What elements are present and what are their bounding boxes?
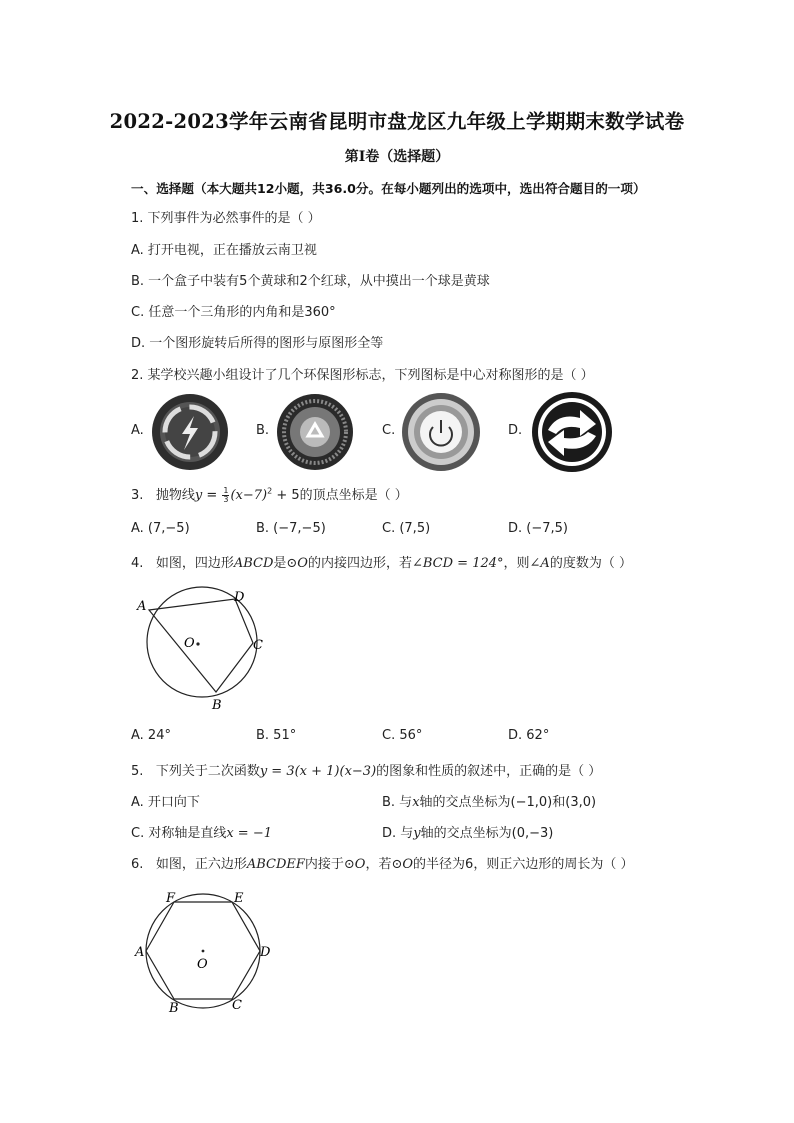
q6-label-c: C <box>232 998 242 1013</box>
q4-stem-pre: 如图，四边形 <box>155 556 234 571</box>
q4-stem-mid2: 的内接四边形，若 <box>307 556 412 571</box>
q1-option-c: C. 任意一个三角形的内角和是360° <box>131 305 336 320</box>
q2-option-b-label: B. <box>256 423 270 438</box>
q4-stem-mid3: ，则 <box>503 556 530 571</box>
q4-center-dot <box>196 642 199 645</box>
q5-option-b-pre: B. 与 <box>382 795 413 810</box>
q5-option-d-pre: D. 与 <box>382 826 414 841</box>
q3-number: 3. <box>131 488 144 503</box>
q2-option-a-label: A. <box>131 423 144 438</box>
q4-label-o: O <box>184 636 195 651</box>
q5-option-b-post: 轴的交点坐标为(−1,0)和(3,0) <box>419 795 597 810</box>
q3-fraction-numerator: 1 <box>223 486 229 495</box>
q5-option-d-var: y <box>413 826 421 841</box>
q2-option-c-label: C. <box>382 423 396 438</box>
q4-option-b: B. 51° <box>256 728 297 743</box>
q5-stem <box>131 760 601 779</box>
q2-stem: 2. 某学校兴趣小组设计了几个环保图形标志，下列图标是中心对称图形的是（ ） <box>131 368 594 383</box>
page-title: 2022-2023学年云南省昆明市盘龙区九年级上学期期末数学试卷 <box>109 110 685 133</box>
q1-option-a: A. 打开电视，正在播放云南卫视 <box>131 243 317 258</box>
lightning-recycle-icon <box>150 392 230 472</box>
q3-eq-exponent: 2 <box>267 486 273 496</box>
q5-stem-post: 的图象和性质的叙述中，正确的是（ ） <box>376 764 602 779</box>
q6-label-a: A <box>135 945 145 960</box>
q5-option-d <box>382 822 553 841</box>
power-button-icon <box>400 391 482 473</box>
q4-stem-post: 的度数为（ ） <box>549 556 632 571</box>
q5-option-a: A. 开口向下 <box>131 795 200 810</box>
q4-number: 4. <box>131 556 144 571</box>
q6-hexagon-figure <box>134 888 284 1018</box>
q3-fraction-denominator: 3 <box>223 495 229 504</box>
q3-eq-rest: (x−7) <box>230 488 268 503</box>
q6-hexagon: ABCDEF <box>246 857 305 872</box>
q3-option-d: D. (−7,5) <box>508 521 568 536</box>
q3-stem <box>131 484 408 504</box>
q4-circle-figure <box>130 586 280 716</box>
q6-center-dot <box>202 950 205 953</box>
q5-number: 5. <box>131 764 144 779</box>
arrows-exchange-icon <box>530 390 614 474</box>
q6-number: 6. <box>131 857 144 872</box>
section-subtitle: 第Ⅰ卷（选择题） <box>344 149 450 165</box>
q5-option-b-var: x <box>412 795 420 810</box>
section-instructions: 一、选择题（本大题共12小题，共36.0分。在每小题列出的选项中，选出符合题目的一项） <box>131 181 646 196</box>
q4-circle-o: ⊙O <box>286 556 308 571</box>
q6-label-b: B <box>169 1001 179 1016</box>
q4-label-a: A <box>137 599 147 614</box>
q1-option-d: D. 一个图形旋转后所得的图形与原图形全等 <box>131 336 384 351</box>
q3-option-b: B. (−7,−5) <box>256 521 326 536</box>
q5-option-c <box>131 822 272 841</box>
q4-stem <box>131 552 632 571</box>
q6-stem-mid3: 的半径为6，则正六边形的周长为（ ） <box>413 857 634 872</box>
q5-stem-pre: 下列关于二次函数 <box>155 764 260 779</box>
q3-eq-sign: = <box>202 488 222 503</box>
q4-stem-mid1: 是 <box>273 556 287 571</box>
q6-stem-pre: 如图，正六边形 <box>155 857 247 872</box>
q6-label-d: D <box>260 945 271 960</box>
q4-quadrilateral: ABCD <box>233 556 274 571</box>
q3-option-a: A. (7,−5) <box>131 521 190 536</box>
q4-angle-a: ∠A <box>529 556 550 571</box>
q6-circle-o: ⊙O <box>343 857 366 872</box>
q5-option-b <box>382 791 596 810</box>
q3-stem-pre: 抛物线 <box>155 488 195 503</box>
q3-option-c: C. (7,5) <box>382 521 431 536</box>
q6-label-e: E <box>234 891 244 906</box>
q5-function: y = 3(x + 1)(x−3) <box>259 764 377 779</box>
q4-quadrilateral-shape <box>149 599 253 692</box>
q3-stem-post: 的顶点坐标是（ ） <box>299 488 408 503</box>
q3-eq-tail: + 5 <box>272 488 300 503</box>
q6-stem-mid1: 内接于 <box>304 857 344 872</box>
q3-fraction <box>222 487 229 504</box>
q5-option-c-eq: x = −1 <box>226 826 272 841</box>
q6-stem-mid2: ，若 <box>365 857 392 872</box>
q4-option-c: C. 56° <box>382 728 423 743</box>
q1-stem: 1. 下列事件为必然事件的是（ ） <box>131 211 321 226</box>
q4-label-b: B <box>212 698 222 713</box>
q1-option-b: B. 一个盒子中装有5个黄球和2个红球，从中摸出一个球是黄球 <box>131 274 490 289</box>
q6-stem <box>131 853 633 872</box>
q6-label-f: F <box>166 891 176 906</box>
q4-label-c: C <box>253 638 263 653</box>
q4-option-d: D. 62° <box>508 728 550 743</box>
q4-option-a: A. 24° <box>131 728 171 743</box>
q4-angle-bcd: ∠BCD = 124° <box>411 556 504 571</box>
recycle-badge-icon <box>275 392 355 472</box>
q5-option-c-pre: C. 对称轴是直线 <box>131 826 227 841</box>
q3-eq-y: y <box>194 488 203 503</box>
q5-option-d-post: 轴的交点坐标为(0,−3) <box>420 826 554 841</box>
q6-label-o: O <box>197 957 208 972</box>
q6-circle-o-2: ⊙O <box>391 857 414 872</box>
q2-option-d-label: D. <box>508 423 523 438</box>
q4-label-d: D <box>234 590 245 605</box>
